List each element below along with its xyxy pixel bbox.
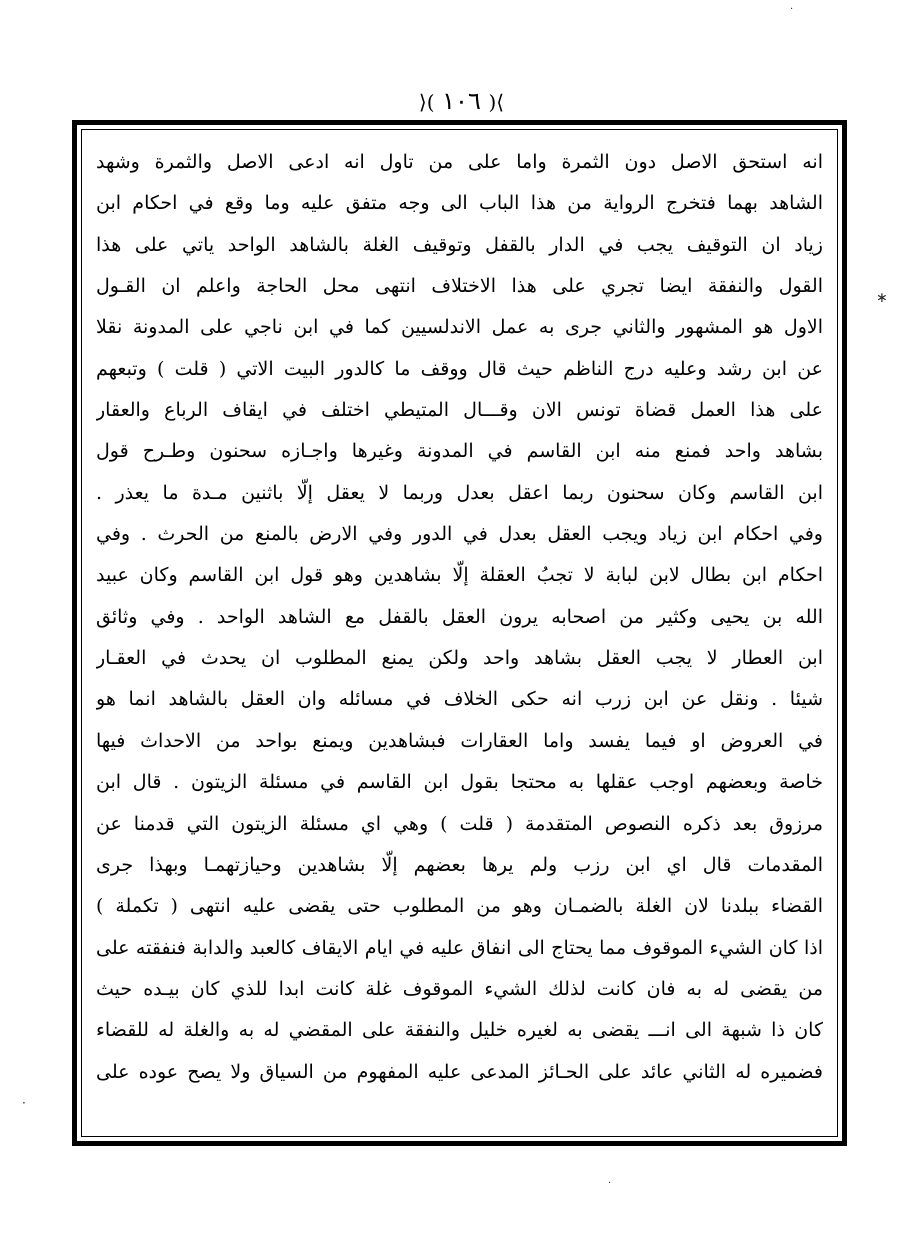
text-line: انه استحق الاصل دون الثمرة واما على من تاول انه ادعى الاصل والثمرة وشهد: [96, 151, 823, 173]
text-line: في العروض او فيما يفسد واما العقارات فبشاهدين ويمنع بواحد من الاحداث فيها: [96, 729, 823, 752]
text-line: المقدمات قال اي ابن رزب ولم يرها بعضهم إلّا بشاهدين وحيازتهمـا وبهذا جرى: [96, 853, 823, 876]
text-line: على هذا العمل قضاة تونس الان وقـــال المتيطي اختلف في ايقاف الرباع والعقار: [96, 399, 823, 422]
page-number: ١٠٦: [442, 87, 481, 115]
text-line: وفي احكام ابن زياد ويجب العقل بعدل في الدور وفي الارض بالمنع من الحرث . وفي: [96, 523, 823, 546]
text-line: الشاهد بهما فتخرج الرواية من هذا الباب الى وجه متفق عليه وما وقع في احكام ابن: [96, 192, 823, 215]
body-text: [96, 142, 823, 1132]
text-line: اذا كان الشيء الموقوف مما يحتاج الى انفاق عليه في ايام الايقاف كالعبد والدابة فنفقته على: [96, 936, 823, 959]
text-line: مرزوق بعد ذكره النصوص المتقدمة ( قلت ) وهي اي مسئلة الزيتون التي قدمنا عن: [96, 812, 823, 835]
text-line: خاصة وبعضهم اوجب عقلها به محتجا بقول ابن القاسم في مسئلة الزيتون . قال ابن: [96, 771, 823, 794]
text-line: من يقضى له به فان كانت لذلك الشيء الموقوف غلة كانت ابدا للذي كان بيـده حيث: [96, 977, 823, 1000]
text-line: شيئا . ونقل عن ابن زرب انه حكى الخلاف في مسائله وان العقل بالشاهد انما هو: [96, 688, 823, 711]
text-line: احكام ابن بطال لابن لبابة لا تجبُ العقلة إلّا بشاهدين وهو قول ابن القاسم وكان عبيد: [96, 564, 823, 587]
margin-speck-mark: ·: [790, 4, 794, 15]
ornament-left: ⟩(: [418, 90, 435, 114]
text-line: بشاهد واحد فمنع منه ابن القاسم في المدونة وغيرها واجـازه سحنون وطـرح قول: [96, 440, 823, 463]
text-line: ابن القاسم وكان سحنون ربما اعقل بعدل وربما لا يعقل إلّا باثنين مـدة ما يعذر .: [96, 481, 823, 504]
text-line: الله بن يحيى وكثير من اصحابه يرون العقل بالقفل مع الشاهد الواحد . وفي وثائق: [96, 605, 823, 628]
text-line: فضميره له الثاني عائد على الحـائز المدعى عليه المفهوم من السياق ولا يصح عوده على: [96, 1060, 823, 1083]
margin-speck-mark: ∗: [876, 290, 888, 306]
text-line: زياد ان التوقيف يجب في الدار بالقفل وتوقيف الغلة بالشاهد الواحد ياتي على هذا: [96, 233, 823, 256]
margin-speck-mark: ·: [608, 1178, 612, 1189]
margin-speck-mark: ·: [22, 1096, 26, 1110]
text-line: الاول هو المشهور والثاني جرى به عمل الاندلسيين كما في ابن ناجي على المدونة نقلا: [96, 316, 823, 339]
text-line: ابن العطار لا يجب العقل بشاهد واحد ولكن يمنع المطلوب ان يحدث في العقـار: [96, 647, 823, 670]
ornament-right: )⟨: [488, 90, 505, 114]
page-number-header: [0, 86, 923, 117]
text-line: القول والنفقة ايضا تجري على هذا الاختلاف انتهى محل الحاجة واعلم ان القـول: [96, 275, 823, 298]
text-line: عن ابن رشد وعليه درج الناظم حيث قال ووقف ما كالدور البيت الاتي ( قلت ) وتبعهم: [96, 357, 823, 380]
text-line: كان ذا شبهة الى انـــ يقضى به لغيره خليل والنفقة على المقضي له به والغلة له للقضاء: [96, 1019, 823, 1042]
text-line: القضاء ببلدنا لان الغلة بالضمـان وهو من المطلوب حتى يقضى عليه انتهى ( تكملة ): [96, 895, 823, 918]
